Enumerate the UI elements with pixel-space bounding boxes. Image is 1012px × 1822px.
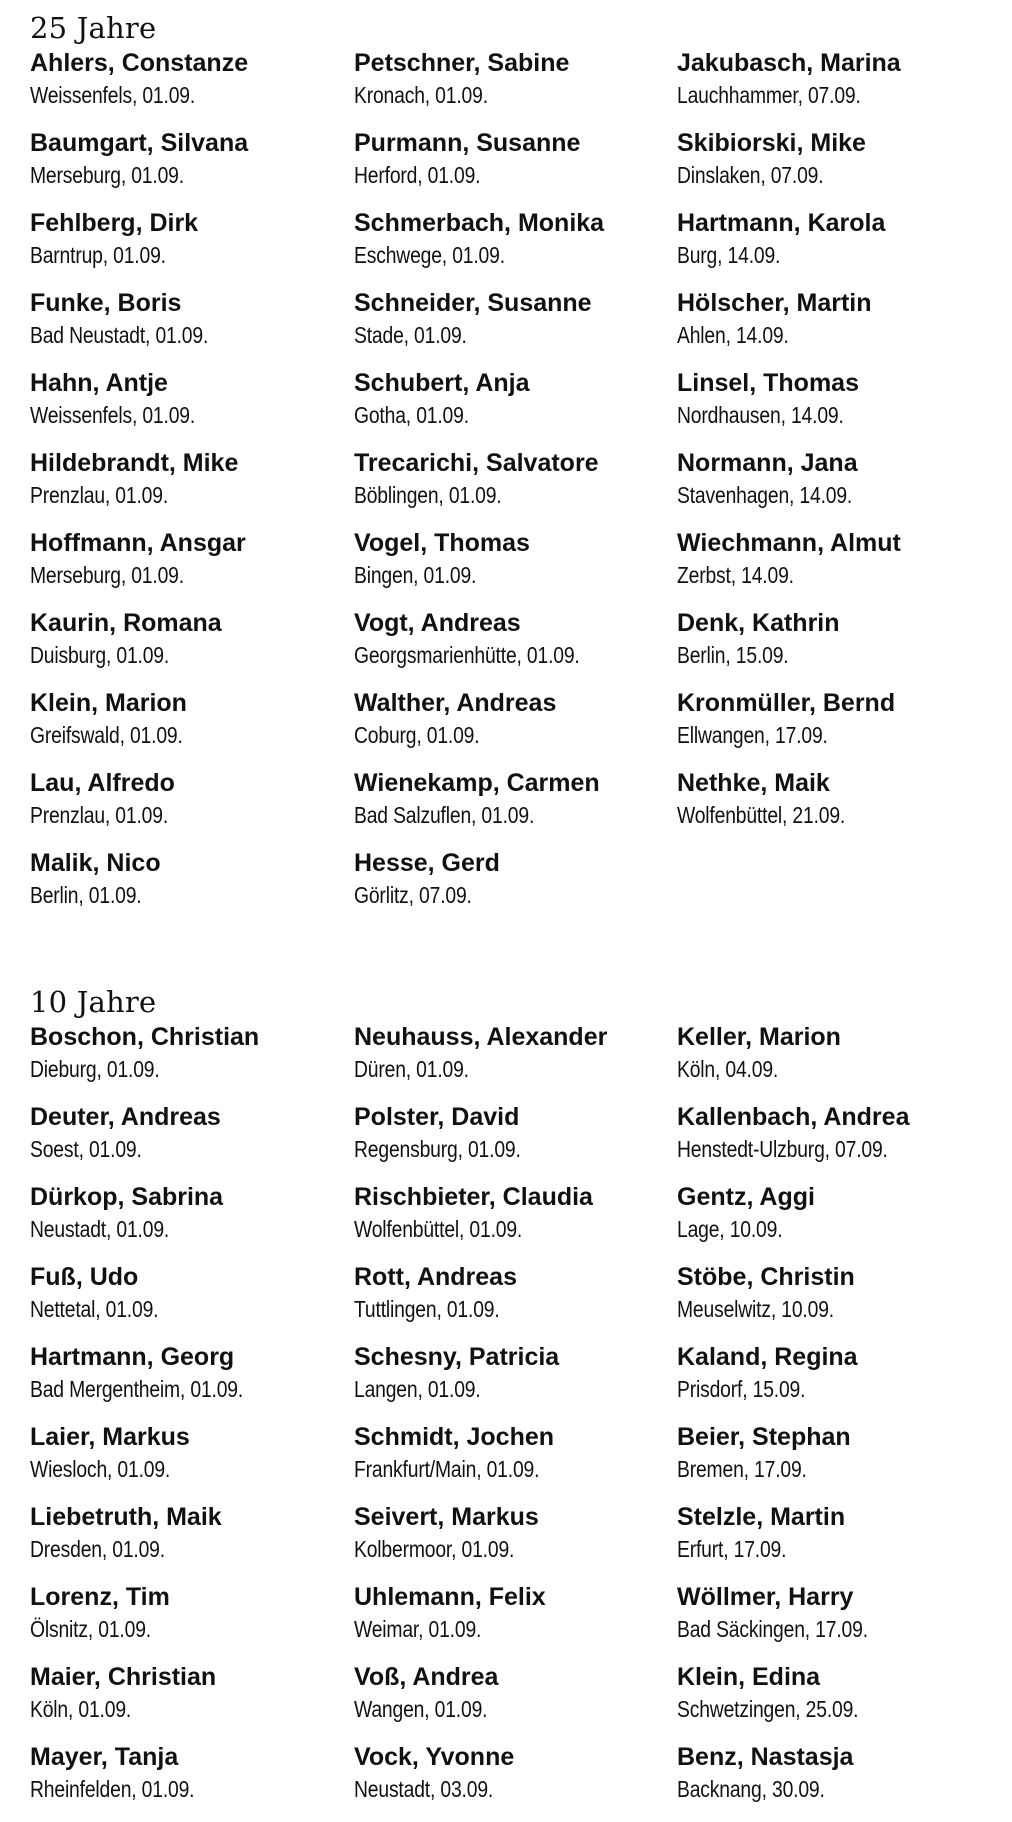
person-name: Benz, Nastasja [677, 1743, 854, 1771]
place-date: Prenzlau, 01.09. [30, 482, 169, 508]
place-date: Neustadt, 01.09. [30, 1216, 170, 1242]
place-date: Weissenfels, 01.09. [30, 402, 196, 428]
person-name: Uhlemann, Felix [354, 1583, 546, 1611]
place-date: Berlin, 01.09. [30, 882, 142, 908]
list-item [354, 1422, 677, 1502]
place-date: Berlin, 15.09. [677, 642, 789, 668]
list-item [30, 608, 354, 688]
person-name: Skibiorski, Mike [677, 129, 866, 157]
place-date: Backnang, 30.09. [677, 1776, 825, 1802]
person-name: Hildebrandt, Mike [30, 449, 239, 477]
list-item [30, 1262, 354, 1342]
list-item [677, 1262, 990, 1342]
person-name: Malik, Nico [30, 849, 161, 877]
person-name: Kaland, Regina [677, 1343, 858, 1371]
place-date: Wangen, 01.09. [354, 1696, 488, 1722]
place-date: Stavenhagen, 14.09. [677, 482, 853, 508]
list-item [677, 288, 990, 368]
place-date: Regensburg, 01.09. [354, 1136, 521, 1162]
person-name: Fehlberg, Dirk [30, 209, 199, 237]
place-date: Köln, 04.09. [677, 1056, 779, 1082]
person-name: Linsel, Thomas [677, 369, 859, 397]
list-item [30, 368, 354, 448]
person-name: Vogel, Thomas [354, 529, 530, 557]
column-2 [354, 48, 677, 928]
list-item [677, 768, 990, 848]
place-date: Burg, 14.09. [677, 242, 781, 268]
list-item [30, 1742, 354, 1822]
place-date: Frankfurt/Main, 01.09. [354, 1456, 540, 1482]
place-date: Wolfenbüttel, 01.09. [354, 1216, 523, 1242]
place-date: Schwetzingen, 25.09. [677, 1696, 859, 1722]
place-date: Nettetal, 01.09. [30, 1296, 159, 1322]
place-date: Georgsmarienhütte, 01.09. [354, 642, 580, 668]
list-item [677, 1182, 990, 1262]
anniversary-section-25 [30, 8, 990, 928]
place-date: Dresden, 01.09. [30, 1536, 165, 1562]
person-name: Stöbe, Christin [677, 1263, 855, 1291]
list-item [354, 368, 677, 448]
place-date: Stade, 01.09. [354, 322, 467, 348]
list-item [354, 1502, 677, 1582]
person-name: Rott, Andreas [354, 1263, 517, 1291]
place-date: Düren, 01.09. [354, 1056, 469, 1082]
place-date: Wolfenbüttel, 21.09. [677, 802, 846, 828]
list-item [677, 1102, 990, 1182]
place-date: Dieburg, 01.09. [30, 1056, 160, 1082]
place-date: Bad Neustadt, 01.09. [30, 322, 209, 348]
person-name: Keller, Marion [677, 1023, 841, 1051]
person-name: Schmerbach, Monika [354, 209, 605, 237]
person-name: Liebetruth, Maik [30, 1503, 222, 1531]
place-date: Merseburg, 01.09. [30, 562, 184, 588]
person-name: Gentz, Aggi [677, 1183, 815, 1211]
place-date: Köln, 01.09. [30, 1696, 132, 1722]
person-name: Mayer, Tanja [30, 1743, 179, 1771]
place-date: Kolbermoor, 01.09. [354, 1536, 515, 1562]
place-date: Ahlen, 14.09. [677, 322, 789, 348]
column-1 [30, 48, 354, 928]
list-item [30, 48, 354, 128]
place-date: Gotha, 01.09. [354, 402, 469, 428]
person-name: Trecarichi, Salvatore [354, 449, 599, 477]
list-item [354, 208, 677, 288]
list-item [30, 1182, 354, 1262]
person-name: Schmidt, Jochen [354, 1423, 555, 1451]
person-name: Schesny, Patricia [354, 1343, 560, 1371]
list-item [354, 1102, 677, 1182]
anniversary-section-10 [30, 982, 990, 1822]
place-date: Meuselwitz, 10.09. [677, 1296, 834, 1322]
list-item [677, 128, 990, 208]
person-name: Stelzle, Martin [677, 1503, 846, 1531]
list-item [354, 528, 677, 608]
list-item [677, 1342, 990, 1422]
list-item [30, 1422, 354, 1502]
person-name: Vock, Yvonne [354, 1743, 515, 1771]
list-item [30, 1582, 354, 1662]
place-date: Lauchhammer, 07.09. [677, 82, 861, 108]
list-item [354, 1342, 677, 1422]
person-name: Wöllmer, Harry [677, 1583, 854, 1611]
list-item [30, 208, 354, 288]
list-item [30, 1502, 354, 1582]
list-item [30, 288, 354, 368]
place-date: Dinslaken, 07.09. [677, 162, 824, 188]
person-name: Baumgart, Silvana [30, 129, 249, 157]
place-date: Henstedt-Ulzburg, 07.09. [677, 1136, 888, 1162]
person-name: Schubert, Anja [354, 369, 530, 397]
list-item [354, 848, 677, 928]
person-name: Hesse, Gerd [354, 849, 500, 877]
place-date: Bremen, 17.09. [677, 1456, 807, 1482]
column-1 [30, 1022, 354, 1822]
section-spacer [30, 928, 990, 982]
place-date: Langen, 01.09. [354, 1376, 481, 1402]
list-item [354, 1742, 677, 1822]
person-name: Laier, Markus [30, 1423, 190, 1451]
person-name: Normann, Jana [677, 449, 858, 477]
place-date: Görlitz, 07.09. [354, 882, 472, 908]
person-name: Deuter, Andreas [30, 1103, 221, 1131]
person-name: Jakubasch, Marina [677, 49, 901, 77]
list-item [354, 48, 677, 128]
list-item [677, 448, 990, 528]
place-date: Merseburg, 01.09. [30, 162, 184, 188]
person-name: Beier, Stephan [677, 1423, 851, 1451]
section-title: 25 Jahre [30, 11, 157, 45]
list-item [354, 448, 677, 528]
place-date: Prenzlau, 01.09. [30, 802, 169, 828]
list-item [30, 128, 354, 208]
list-item [677, 1582, 990, 1662]
list-item [30, 1102, 354, 1182]
person-name: Nethke, Maik [677, 769, 830, 797]
person-name: Lau, Alfredo [30, 769, 175, 797]
person-name: Hartmann, Karola [677, 209, 886, 237]
person-name: Hartmann, Georg [30, 1343, 235, 1371]
list-item [30, 448, 354, 528]
column-3 [677, 48, 990, 928]
list-item [354, 288, 677, 368]
list-item [677, 208, 990, 288]
person-name: Kronmüller, Bernd [677, 689, 896, 717]
person-name: Hoffmann, Ansgar [30, 529, 246, 557]
list-item [354, 128, 677, 208]
list-item [354, 1662, 677, 1742]
person-name: Neuhauss, Alexander [354, 1023, 608, 1051]
place-date: Rheinfelden, 01.09. [30, 1776, 195, 1802]
list-item [677, 1022, 990, 1102]
list-item [354, 688, 677, 768]
list-item [677, 368, 990, 448]
person-name: Wienekamp, Carmen [354, 769, 600, 797]
list-item [30, 1662, 354, 1742]
list-item [677, 1662, 990, 1742]
person-name: Denk, Kathrin [677, 609, 840, 637]
list-item [354, 608, 677, 688]
list-item [30, 528, 354, 608]
place-date: Bad Mergentheim, 01.09. [30, 1376, 244, 1402]
name-columns [30, 1022, 990, 1822]
anniversary-list-page [30, 8, 990, 1822]
person-name: Fuß, Udo [30, 1263, 139, 1291]
person-name: Voß, Andrea [354, 1663, 499, 1691]
place-date: Kronach, 01.09. [354, 82, 488, 108]
person-name: Schneider, Susanne [354, 289, 592, 317]
list-item [354, 1262, 677, 1342]
person-name: Dürkop, Sabrina [30, 1183, 224, 1211]
person-name: Petschner, Sabine [354, 49, 570, 77]
person-name: Walther, Andreas [354, 689, 557, 717]
list-item [30, 1342, 354, 1422]
person-name: Hölscher, Martin [677, 289, 872, 317]
person-name: Wiechmann, Almut [677, 529, 901, 557]
list-item [30, 688, 354, 768]
list-item [677, 1502, 990, 1582]
person-name: Boschon, Christian [30, 1023, 260, 1051]
place-date: Erfurt, 17.09. [677, 1536, 787, 1562]
place-date: Zerbst, 14.09. [677, 562, 794, 588]
list-item [677, 1422, 990, 1502]
section-title: 10 Jahre [30, 985, 157, 1019]
person-name: Maier, Christian [30, 1663, 217, 1691]
list-item [677, 608, 990, 688]
place-date: Soest, 01.09. [30, 1136, 142, 1162]
person-name: Kaurin, Romana [30, 609, 222, 637]
place-date: Prisdorf, 15.09. [677, 1376, 806, 1402]
place-date: Coburg, 01.09. [354, 722, 480, 748]
place-date: Duisburg, 01.09. [30, 642, 170, 668]
list-item [677, 1742, 990, 1822]
person-name: Funke, Boris [30, 289, 182, 317]
list-item [30, 768, 354, 848]
place-date: Barntrup, 01.09. [30, 242, 166, 268]
list-item [354, 1182, 677, 1262]
place-date: Lage, 10.09. [677, 1216, 783, 1242]
place-date: Bingen, 01.09. [354, 562, 477, 588]
person-name: Seivert, Markus [354, 1503, 539, 1531]
list-item [30, 848, 354, 928]
place-date: Weissenfels, 01.09. [30, 82, 196, 108]
place-date: Weimar, 01.09. [354, 1616, 482, 1642]
list-item [354, 768, 677, 848]
place-date: Greifswald, 01.09. [30, 722, 183, 748]
person-name: Polster, David [354, 1103, 520, 1131]
person-name: Kallenbach, Andrea [677, 1103, 910, 1131]
name-columns [30, 48, 990, 928]
person-name: Klein, Edina [677, 1663, 821, 1691]
person-name: Purmann, Susanne [354, 129, 581, 157]
place-date: Böblingen, 01.09. [354, 482, 502, 508]
place-date: Bad Säckingen, 17.09. [677, 1616, 868, 1642]
list-item [677, 528, 990, 608]
place-date: Bad Salzuflen, 01.09. [354, 802, 535, 828]
place-date: Tuttlingen, 01.09. [354, 1296, 500, 1322]
person-name: Ahlers, Constanze [30, 49, 249, 77]
person-name: Vogt, Andreas [354, 609, 521, 637]
place-date: Neustadt, 03.09. [354, 1776, 494, 1802]
place-date: Herford, 01.09. [354, 162, 481, 188]
list-item [677, 48, 990, 128]
list-item [677, 688, 990, 768]
place-date: Wiesloch, 01.09. [30, 1456, 171, 1482]
place-date: Eschwege, 01.09. [354, 242, 505, 268]
column-2 [354, 1022, 677, 1822]
list-item [354, 1582, 677, 1662]
place-date: Nordhausen, 14.09. [677, 402, 844, 428]
person-name: Rischbieter, Claudia [354, 1183, 593, 1211]
place-date: Ellwangen, 17.09. [677, 722, 828, 748]
place-date: Ölsnitz, 01.09. [30, 1616, 151, 1642]
person-name: Lorenz, Tim [30, 1583, 170, 1611]
column-3 [677, 1022, 990, 1822]
person-name: Hahn, Antje [30, 369, 168, 397]
person-name: Klein, Marion [30, 689, 187, 717]
list-item [30, 1022, 354, 1102]
list-item [354, 1022, 677, 1102]
